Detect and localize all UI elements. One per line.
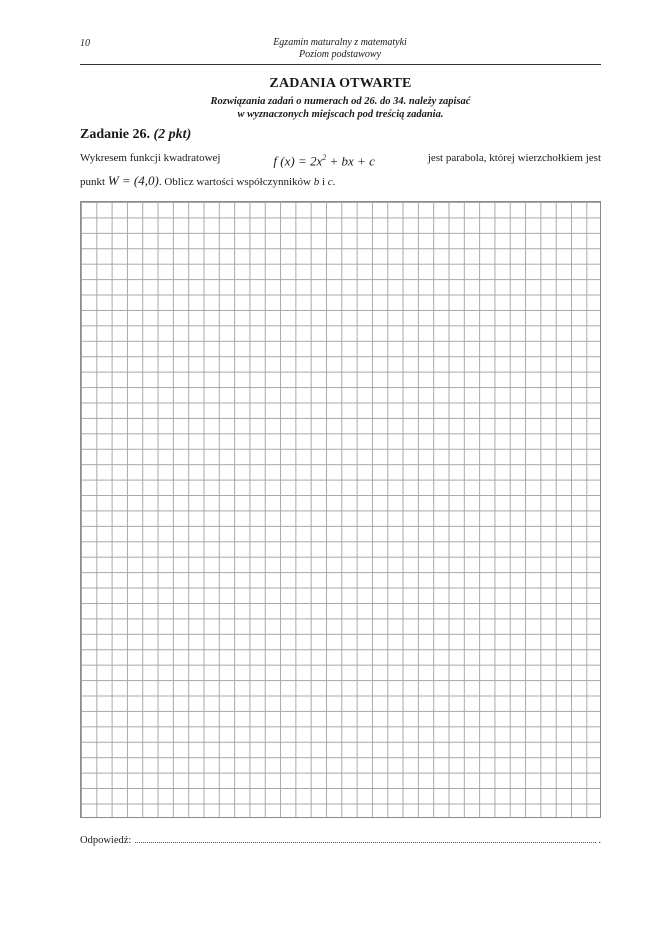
coefficient-b: b xyxy=(313,176,320,188)
instruction-line-2: w wyznaczonych miejscach pod treścią zadania. xyxy=(237,109,444,120)
formula-lhs: f (x) = 2x xyxy=(273,153,323,169)
task-statement-line-1 xyxy=(80,150,601,169)
function-formula xyxy=(273,150,374,169)
formula-exponent: 2 xyxy=(322,153,327,162)
page-number: 10 xyxy=(80,38,90,49)
running-header xyxy=(200,37,480,61)
task-text-part-4: . Oblicz wartości współczynników xyxy=(158,176,311,188)
task-points: (2 pkt) xyxy=(153,127,192,142)
conjunction: i xyxy=(319,176,328,188)
task-label: Zadanie 26. xyxy=(80,127,151,142)
vertex-point: W = (4,0) xyxy=(107,173,159,188)
formula-rhs: + bx + c xyxy=(326,153,375,169)
answer-line xyxy=(80,833,601,846)
header-exam-title: Egzamin maturalny z matematyki xyxy=(273,37,407,48)
answer-label: Odpowiedź: xyxy=(80,835,132,846)
instruction-line-1: Rozwiązania zadań o numerach od 26. do 34. należy zapisać xyxy=(210,96,471,107)
task-text-part-3: punkt xyxy=(80,176,106,188)
task-heading xyxy=(80,127,191,143)
task-statement-line-2 xyxy=(80,173,335,190)
coefficient-c: c xyxy=(327,176,333,188)
answer-grid[interactable] xyxy=(80,201,601,818)
task-text-part-1: Wykresem funkcji kwadratowej xyxy=(80,152,221,164)
header-level: Poziom podstawowy xyxy=(299,49,381,60)
section-title: ZADANIA OTWARTE xyxy=(269,76,412,91)
answer-end: . xyxy=(598,835,601,846)
section-instruction xyxy=(80,95,601,121)
task-text-part-2: jest parabola, której wierzchołkiem jest xyxy=(427,152,601,164)
sentence-end: . xyxy=(332,176,336,188)
header-divider xyxy=(80,64,601,65)
answer-dotted-field[interactable] xyxy=(135,833,596,843)
